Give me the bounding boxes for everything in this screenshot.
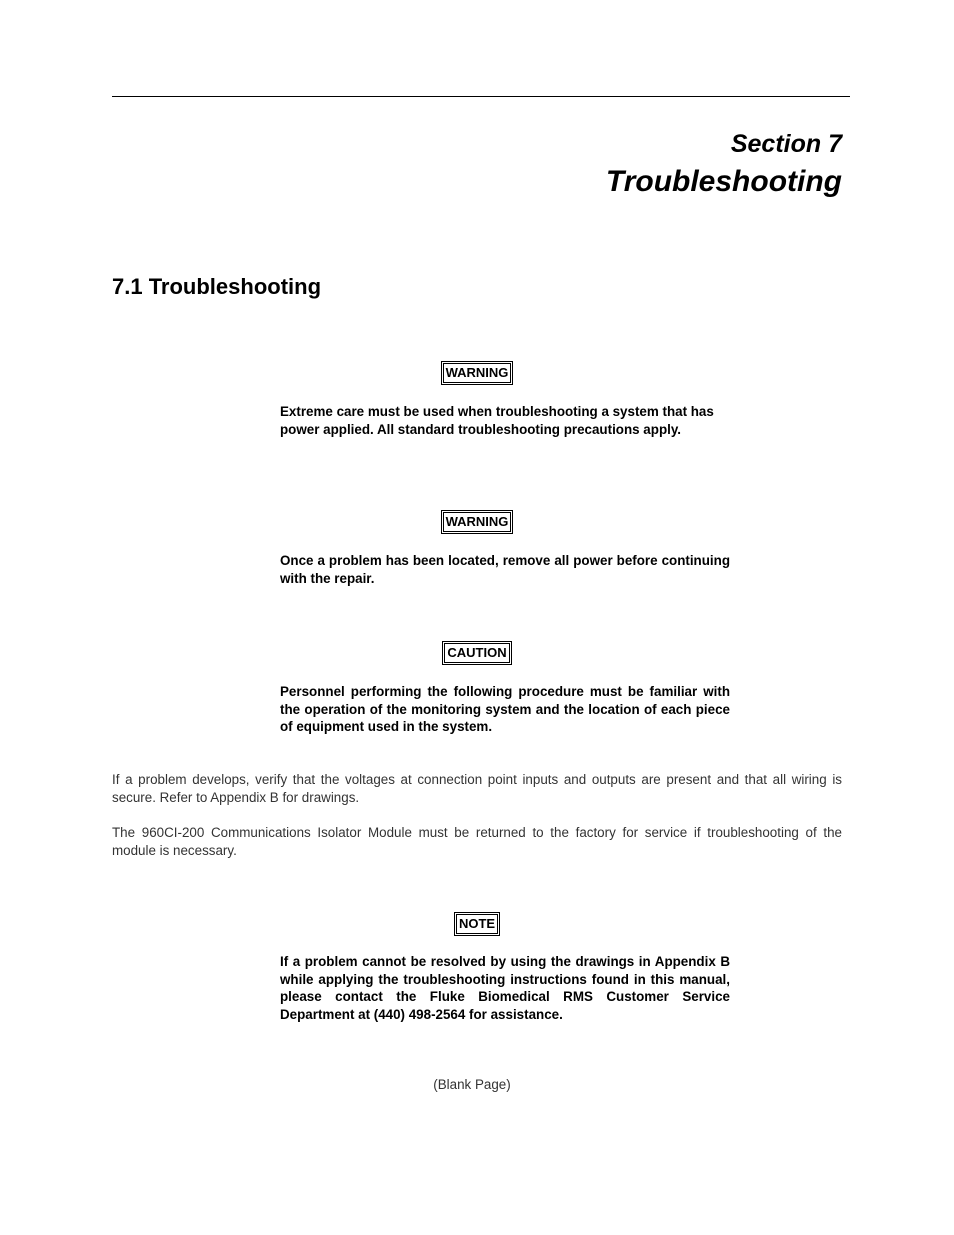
- caution-label-text: CAUTION: [442, 641, 511, 665]
- warning-label-text: WARNING: [441, 510, 514, 534]
- section-number: Section 7: [730, 130, 842, 158]
- blank-page-footer: (Blank Page): [433, 1077, 511, 1092]
- subsection-title: 7.1 Troubleshooting: [112, 274, 322, 299]
- warning-label-1: [0, 361, 954, 385]
- caution-text: Personnel performing the following procedure must be familiar with the operation of the monitoring system and the location of each piece of equipment used in the system.: [280, 684, 730, 734]
- note-text: If a problem cannot be resolved by using the drawings in Appendix B while applying the troubleshooting instructions found in this manual, please contact the Fluke Biomedical RMS Customer Service Department at (440) 498-2564 for assistance.: [280, 954, 730, 1022]
- warning-label-2: [0, 510, 954, 534]
- warning-text-1: Extreme care must be used when troubleshooting a system that has power applied. All standard troubleshooting precautions apply.: [280, 404, 714, 437]
- section-title: Troubleshooting: [605, 165, 842, 198]
- warning-label-text: WARNING: [441, 361, 514, 385]
- header-rule: [112, 96, 850, 97]
- warning-text-2: Once a problem has been located, remove all power before continuing with the repair.: [280, 553, 730, 586]
- note-label-text: NOTE: [454, 912, 500, 936]
- caution-label: [0, 641, 954, 665]
- note-label: [0, 912, 954, 936]
- body-paragraph-1: If a problem develops, verify that the voltages at connection point inputs and outputs are present and that all wiring is secure. Refer to Appendix B for drawings.: [112, 772, 842, 805]
- body-paragraph-2: The 960CI-200 Communications Isolator Module must be returned to the factory for service if troubleshooting of the module is necessary.: [112, 825, 842, 858]
